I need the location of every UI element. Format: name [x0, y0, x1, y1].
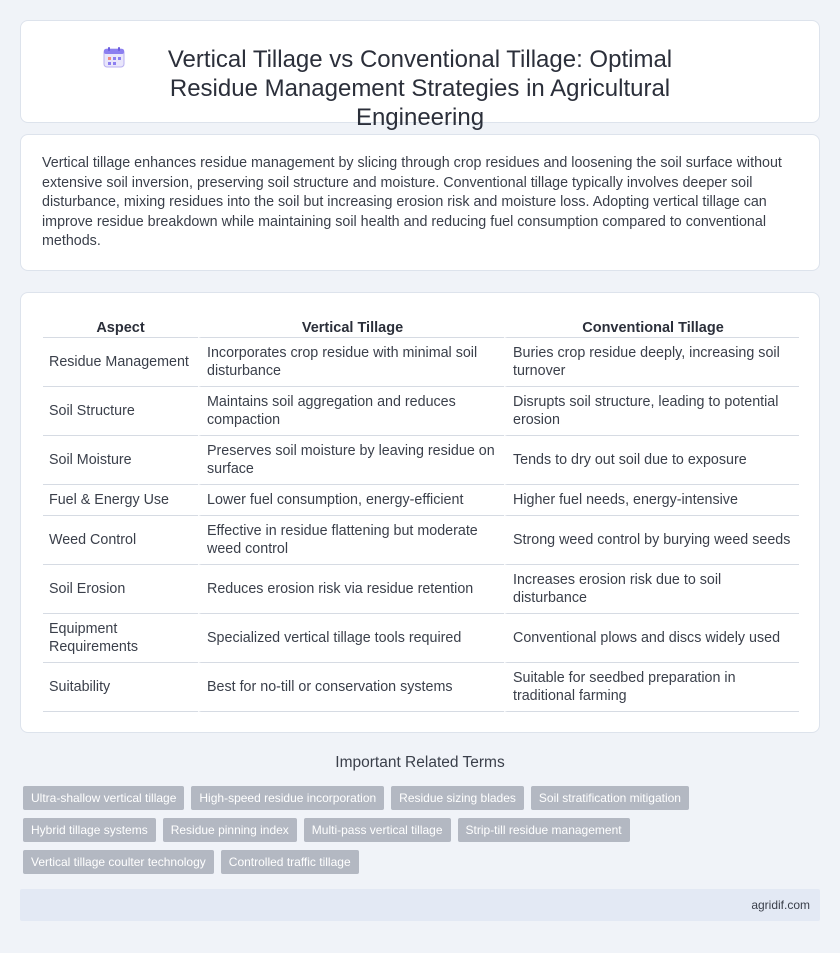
row-aspect: Fuel & Energy Use [43, 485, 198, 516]
row-vertical: Preserves soil moisture by leaving residue on surface [198, 436, 504, 485]
summary-text: Vertical tillage enhances residue management by slicing through crop residues and loosening the soil surface without extensive soil inversion, preserving soil structure and moisture. Conventional tillage typically involves deeper soil disturbance, mixing residues into the soil but increasing erosion risk and moisture loss. Adopting vertical tillage can improve residue breakdown while maintaining soil health and reducing fuel consumption compared to conventional methods. [42, 155, 782, 250]
title-card [20, 20, 820, 131]
row-vertical: Lower fuel consumption, energy-efficient [198, 485, 504, 516]
row-conventional: Conventional plows and discs widely used [504, 614, 799, 663]
page-title: Vertical Tillage vs Conventional Tillage: Optimal Residue Management Strategies in Agricultural Engineering [167, 46, 673, 131]
row-conventional: Buries crop residue deeply, increasing soil turnover [504, 338, 799, 387]
table-row [43, 663, 799, 712]
table-row [43, 516, 799, 565]
related-term-tag[interactable]: Hybrid tillage systems [23, 818, 156, 842]
row-aspect: Residue Management [43, 338, 198, 387]
related-term-tag[interactable]: High-speed residue incorporation [191, 786, 384, 810]
row-conventional: Tends to dry out soil due to exposure [504, 436, 799, 485]
row-conventional: Increases erosion risk due to soil disturbance [504, 565, 799, 614]
table-row [43, 565, 799, 614]
comparison-table-card [20, 292, 820, 733]
row-aspect: Suitability [43, 663, 198, 712]
table-row [43, 485, 799, 516]
row-vertical: Best for no-till or conservation systems [198, 663, 504, 712]
summary-card [20, 134, 820, 271]
related-term-tag[interactable]: Residue pinning index [163, 818, 297, 842]
row-conventional: Disrupts soil structure, leading to potential erosion [504, 387, 799, 436]
table-row [43, 614, 799, 663]
row-vertical: Maintains soil aggregation and reduces compaction [198, 387, 504, 436]
header-vertical-tillage: Vertical Tillage [198, 314, 504, 338]
row-conventional: Higher fuel needs, energy-intensive [504, 485, 799, 516]
related-term-tag[interactable]: Strip-till residue management [458, 818, 630, 842]
table-row [43, 436, 799, 485]
row-aspect: Soil Moisture [43, 436, 198, 485]
table-header-row [43, 314, 799, 338]
row-aspect: Weed Control [43, 516, 198, 565]
related-term-tag[interactable]: Vertical tillage coulter technology [23, 850, 214, 874]
row-conventional: Strong weed control by burying weed seeds [504, 516, 799, 565]
row-aspect: Equipment Requirements [43, 614, 198, 663]
row-aspect: Soil Erosion [43, 565, 198, 614]
comparison-table [43, 314, 799, 712]
related-term-tag[interactable]: Soil stratification mitigation [531, 786, 689, 810]
table-row [43, 338, 799, 387]
related-term-tag[interactable]: Ultra-shallow vertical tillage [23, 786, 184, 810]
row-vertical: Effective in residue flattening but moderate weed control [198, 516, 504, 565]
row-conventional: Suitable for seedbed preparation in traditional farming [504, 663, 799, 712]
related-term-tag[interactable]: Residue sizing blades [391, 786, 524, 810]
related-term-tag[interactable]: Multi-pass vertical tillage [304, 818, 451, 842]
row-aspect: Soil Structure [43, 387, 198, 436]
row-vertical: Specialized vertical tillage tools required [198, 614, 504, 663]
related-term-tag[interactable]: Controlled traffic tillage [221, 850, 359, 874]
row-vertical: Incorporates crop residue with minimal soil disturbance [198, 338, 504, 387]
footer [20, 889, 820, 921]
footer-site-link[interactable]: agridif.com [751, 898, 810, 912]
header-aspect: Aspect [43, 314, 198, 338]
row-vertical: Reduces erosion risk via residue retention [198, 565, 504, 614]
table-row [43, 387, 799, 436]
header-conventional-tillage: Conventional Tillage [504, 314, 799, 338]
related-terms-title: Important Related Terms [335, 754, 505, 771]
related-terms [23, 786, 723, 882]
